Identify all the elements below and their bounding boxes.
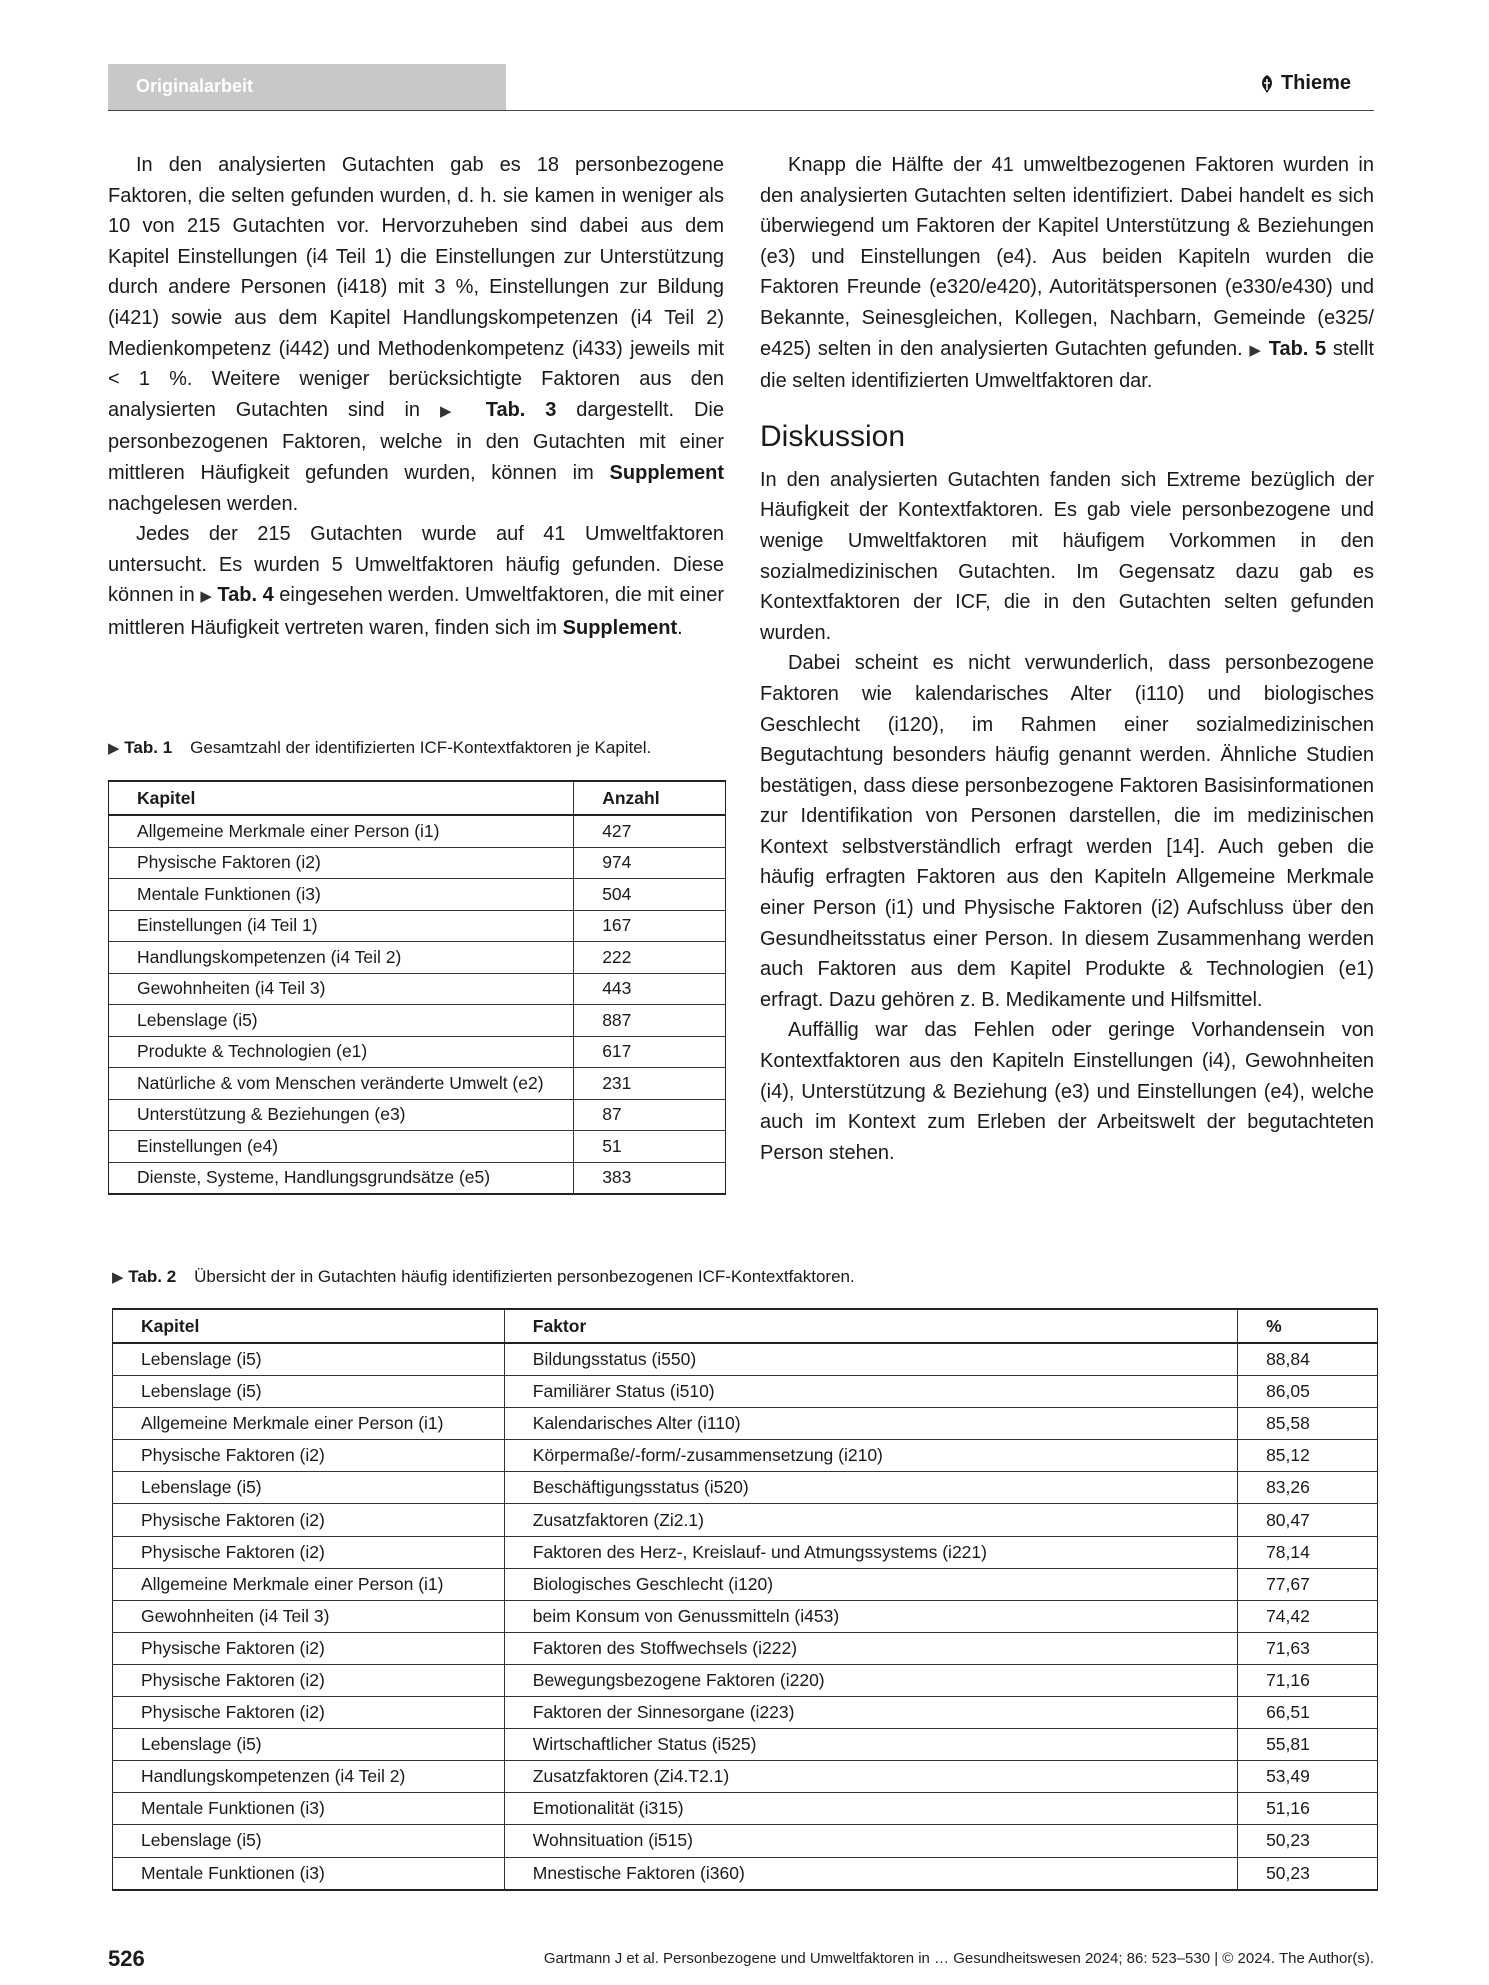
table-cell: Mentale Funktionen (i3) — [109, 879, 574, 911]
table-cell: 231 — [574, 1068, 726, 1100]
table-cell: Produkte & Technologien (e1) — [109, 1036, 574, 1068]
table-cell: 80,47 — [1238, 1504, 1378, 1536]
citation: Gartmann J et al. Personbezogene und Umweltfaktoren in … Gesundheitswesen 2024; 86: 523–530 | © 2024. The Author(s). — [543, 1950, 1374, 1967]
table-cell: Handlungskompetenzen (i4 Teil 2) — [109, 942, 574, 974]
table-row — [113, 1825, 1378, 1857]
arrow-icon: ▶ — [200, 588, 212, 606]
table-cell: 167 — [574, 910, 726, 942]
table-row — [113, 1472, 1378, 1504]
table-row — [113, 1664, 1378, 1696]
table-header: Kapitel — [113, 1309, 505, 1343]
table-cell: 51,16 — [1238, 1793, 1378, 1825]
header-rule — [108, 110, 1374, 111]
table-cell: 88,84 — [1238, 1343, 1378, 1376]
table-row — [109, 1162, 726, 1194]
table-reference[interactable]: Tab. 5 — [1268, 337, 1327, 360]
table-header: Kapitel — [109, 781, 574, 815]
table-reference[interactable]: Tab. 4 — [217, 584, 274, 607]
table-cell: Mnestische Faktoren (i360) — [504, 1857, 1237, 1890]
table-cell: Dienste, Systeme, Handlungsgrundsätze (e5) — [109, 1162, 574, 1194]
table-cell: Faktoren des Stoffwechsels (i222) — [504, 1632, 1237, 1664]
table-cell: Einstellungen (i4 Teil 1) — [109, 910, 574, 942]
table-cell: Allgemeine Merkmale einer Person (i1) — [113, 1408, 505, 1440]
table-cell: 222 — [574, 942, 726, 974]
paragraph: In den analysierten Gutachten fanden sich Extreme bezüglich der Häufigkeit der Kontextfaktoren. Es gab viele personbezogene und wenige Umweltfaktoren mit häufigem Vorkommen in den sozialmedizinischen Gutachten. Im Gegensatz dazu gab es Kontextfaktoren der ICF, die in den Gutachten selten gefunden wurden. — [760, 468, 1374, 644]
table-cell: Mentale Funktionen (i3) — [113, 1793, 505, 1825]
table-row — [109, 847, 726, 879]
table-cell: Physische Faktoren (i2) — [113, 1632, 505, 1664]
paragraph: Knapp die Hälfte der 41 umweltbezogenen Faktoren wurden in den analysierten Gutachten selten identifiziert. Dabei handelt es sich überwiegend um Faktoren der Kapitel Unterstützung & Beziehungen (e3) und Einstellungen (e4). Aus beiden Kapiteln wurden die Faktoren Freunde (e320/e420), Autoritätspersonen (e330/e430) und Bekannte, Seinesgleichen, Kollegen, Nachbarn, Gemeinde (e325/ e425) selten in den analysierten Gutachten gefunden. ▶ Tab. 5 stellt die selten identifizierten Umweltfaktoren dar. — [760, 154, 1374, 393]
table1-caption-text: Gesamtzahl der identifizierten ICF-Kontextfaktoren je Kapitel. — [190, 738, 652, 757]
table-row — [109, 815, 726, 847]
table-cell: 974 — [574, 847, 726, 879]
table-cell: Physische Faktoren (i2) — [113, 1536, 505, 1568]
table-cell: Beschäftigungsstatus (i520) — [504, 1472, 1237, 1504]
section-label: Originalarbeit — [136, 76, 254, 96]
table-cell: Bewegungsbezogene Faktoren (i220) — [504, 1664, 1237, 1696]
arrow-icon: ▶ — [112, 1269, 124, 1286]
thieme-logo-icon — [1259, 74, 1275, 94]
table-row — [109, 910, 726, 942]
table-row — [113, 1729, 1378, 1761]
table-row — [109, 1036, 726, 1068]
table-row — [113, 1536, 1378, 1568]
table-cell: Faktoren des Herz-, Kreislauf- und Atmungssystems (i221) — [504, 1536, 1237, 1568]
table1 — [108, 780, 726, 1195]
table-cell: Emotionalität (i315) — [504, 1793, 1237, 1825]
table-row — [113, 1504, 1378, 1536]
page-number: 526 — [108, 1946, 145, 1971]
table-cell: Gewohnheiten (i4 Teil 3) — [113, 1600, 505, 1632]
table-cell: Wohnsituation (i515) — [504, 1825, 1237, 1857]
table-header: Faktor — [504, 1309, 1237, 1343]
table-cell: Gewohnheiten (i4 Teil 3) — [109, 973, 574, 1005]
paragraph: In den analysierten Gutachten gab es 18 personbezogene Faktoren, die selten gefunden wurden, d. h. sie kamen in weniger als 10 von 215 Gutachten vor. Hervorzuheben sind dabei aus dem Kapitel Einstellungen (i4 Teil 1) die Einstellungen zur Unterstützung durch andere Personen (i418) mit 3 %, Einstellungen zur Bildung (i421) sowie aus dem Kapitel Handlungskompetenzen (i4 Teil 2) Medienkompetenz (i442) und Methodenkompetenz (i433) jeweils mit < 1 %. Weitere weniger berücksichtigte Faktoren aus den analysierten Gutachten sind in ▶ Tab. 3 dargestellt. Die personbezogenen Faktoren, welche in den Gutachten mit einer mittleren Häufigkeit gefunden wurden, können im Supplement nachgelesen werden. — [108, 154, 724, 515]
right-column — [760, 150, 1374, 1168]
arrow-icon: ▶ — [1249, 341, 1263, 359]
table-cell: 50,23 — [1238, 1825, 1378, 1857]
table-cell: Lebenslage (i5) — [113, 1343, 505, 1376]
table-cell: Zusatzfaktoren (Zi2.1) — [504, 1504, 1237, 1536]
table-row — [113, 1697, 1378, 1729]
table-cell: 443 — [574, 973, 726, 1005]
table-row — [113, 1793, 1378, 1825]
table-cell: 78,14 — [1238, 1536, 1378, 1568]
table-row — [113, 1632, 1378, 1664]
table-cell: Bildungsstatus (i550) — [504, 1343, 1237, 1376]
table-cell: Handlungskompetenzen (i4 Teil 2) — [113, 1761, 505, 1793]
table-cell: 504 — [574, 879, 726, 911]
left-column — [108, 150, 724, 644]
table-row — [113, 1343, 1378, 1376]
table-cell: Allgemeine Merkmale einer Person (i1) — [113, 1568, 505, 1600]
table-row — [113, 1376, 1378, 1408]
table-row — [113, 1600, 1378, 1632]
table-cell: 617 — [574, 1036, 726, 1068]
table2-caption-text: Übersicht der in Gutachten häufig identifizierten personbezogenen ICF-Kontextfaktoren. — [194, 1267, 855, 1286]
table-cell: 85,58 — [1238, 1408, 1378, 1440]
table-cell: Physische Faktoren (i2) — [113, 1697, 505, 1729]
table-cell: 427 — [574, 815, 726, 847]
table-cell: Zusatzfaktoren (Zi4.T2.1) — [504, 1761, 1237, 1793]
table-cell: 86,05 — [1238, 1376, 1378, 1408]
table-header: Anzahl — [574, 781, 726, 815]
table-cell: Physische Faktoren (i2) — [113, 1664, 505, 1696]
table-cell: Allgemeine Merkmale einer Person (i1) — [109, 815, 574, 847]
table-cell: Natürliche & vom Menschen veränderte Umwelt (e2) — [109, 1068, 574, 1100]
table-cell: 77,67 — [1238, 1568, 1378, 1600]
table-row — [109, 1131, 726, 1163]
table-cell: Lebenslage (i5) — [113, 1729, 505, 1761]
table-cell: 85,12 — [1238, 1440, 1378, 1472]
table2 — [112, 1308, 1378, 1891]
table-cell: Wirtschaftlicher Status (i525) — [504, 1729, 1237, 1761]
table-cell: Körpermaße/-form/-zusammensetzung (i210) — [504, 1440, 1237, 1472]
table-row — [109, 1068, 726, 1100]
table-row — [109, 1005, 726, 1037]
table-reference[interactable]: Tab. 3 — [485, 398, 557, 421]
table-cell: beim Konsum von Genussmitteln (i453) — [504, 1600, 1237, 1632]
table-cell: Physische Faktoren (i2) — [113, 1440, 505, 1472]
table1-label: Tab. 1 — [124, 738, 173, 757]
table-cell: Mentale Funktionen (i3) — [113, 1857, 505, 1890]
table-cell: 71,16 — [1238, 1664, 1378, 1696]
table-cell: 83,26 — [1238, 1472, 1378, 1504]
supplement-reference[interactable]: Supplement — [609, 461, 724, 484]
table-cell: 53,49 — [1238, 1761, 1378, 1793]
paragraph: Jedes der 215 Gutachten wurde auf 41 Umweltfaktoren untersucht. Es wurden 5 Umweltfaktoren häufig gefunden. Diese können in ▶ Tab. 4 eingesehen werden. Umweltfaktoren, die mit einer mittleren Häufigkeit vertreten waren, finden sich im Supplement. — [108, 523, 724, 639]
table-row — [109, 879, 726, 911]
table-cell: Einstellungen (e4) — [109, 1131, 574, 1163]
table2-caption — [112, 1267, 855, 1287]
table-cell: 51 — [574, 1131, 726, 1163]
table-cell: Lebenslage (i5) — [109, 1005, 574, 1037]
table1-caption — [108, 738, 651, 758]
supplement-reference[interactable]: Supplement — [562, 616, 678, 639]
table-cell: Physische Faktoren (i2) — [113, 1504, 505, 1536]
table-header: % — [1238, 1309, 1378, 1343]
paragraph: Dabei scheint es nicht verwunderlich, dass personbezogene Faktoren wie kalendarisches Alter (i110) und biologisches Geschlecht (i120), im Rahmen einer sozialmedizinischen Begutachtung besonders häufig genannt werden. Ähnliche Studien bestätigen, dass diese personbezogene Faktoren Basisinformationen zur Identifikation von Personen darstellen, die im medizinischen Kontext selbstverständlich erfragt werden [14]. Auch geben die häufig erfragten Faktoren aus den Kapiteln Allgemeine Merkmale einer Person (i1) und Physische Faktoren (i2) Aufschluss über den Gesundheitsstatus einer Person. In diesem Zusammenhang werden auch Faktoren aus dem Kapitel Produkte & Technologien (e1) erfragt. Dazu gehören z. B. Medikamente und Hilfsmittel. — [760, 652, 1374, 1011]
table-row — [113, 1440, 1378, 1472]
table-cell: 71,63 — [1238, 1632, 1378, 1664]
arrow-icon: ▶ — [108, 740, 120, 757]
publisher-name: Thieme — [1280, 72, 1351, 94]
table-cell: Faktoren der Sinnesorgane (i223) — [504, 1697, 1237, 1729]
table-cell: 55,81 — [1238, 1729, 1378, 1761]
table-cell: Unterstützung & Beziehungen (e3) — [109, 1099, 574, 1131]
arrow-icon: ▶ — [439, 402, 466, 420]
publisher-logo — [1259, 72, 1351, 95]
table-row — [113, 1408, 1378, 1440]
table-cell: Kalendarisches Alter (i110) — [504, 1408, 1237, 1440]
table-cell: 74,42 — [1238, 1600, 1378, 1632]
table-row — [113, 1568, 1378, 1600]
table2-label: Tab. 2 — [128, 1267, 177, 1286]
table-row — [109, 942, 726, 974]
table-cell: Familiärer Status (i510) — [504, 1376, 1237, 1408]
table-cell: 87 — [574, 1099, 726, 1131]
table-cell: Biologisches Geschlecht (i120) — [504, 1568, 1237, 1600]
table-row — [109, 973, 726, 1005]
table-cell: 383 — [574, 1162, 726, 1194]
table-row — [113, 1761, 1378, 1793]
table-row — [113, 1857, 1378, 1890]
paragraph: Auffällig war das Fehlen oder geringe Vorhandensein von Kontextfaktoren aus den Kapiteln Einstellungen (i4), Gewohnheiten (i4), Unterstützung & Beziehung (e3) und Einstellungen (e4), welche auch im Kontext zum Erleben der Arbeitswelt der begutachteten Person stehen. — [760, 1019, 1374, 1164]
table-cell: Lebenslage (i5) — [113, 1472, 505, 1504]
table-cell: 887 — [574, 1005, 726, 1037]
table-cell: Physische Faktoren (i2) — [109, 847, 574, 879]
table-row — [109, 1099, 726, 1131]
table-cell: 50,23 — [1238, 1857, 1378, 1890]
table-cell: 66,51 — [1238, 1697, 1378, 1729]
section-heading: Diskussion — [760, 419, 906, 453]
table-cell: Lebenslage (i5) — [113, 1825, 505, 1857]
table-cell: Lebenslage (i5) — [113, 1376, 505, 1408]
